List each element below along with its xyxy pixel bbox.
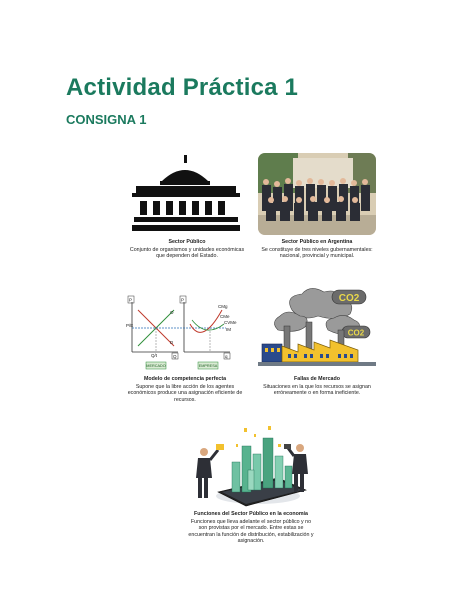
card-sector-publico-caption: [128, 239, 246, 260]
curve-label: D: [170, 340, 174, 345]
curve-label: CMg: [218, 304, 228, 309]
axis-label: Q: [173, 354, 177, 359]
axis-label: q: [225, 354, 228, 359]
curve-label: O: [170, 310, 174, 315]
group-photo-image: [258, 153, 376, 235]
card-competencia-perfecta-caption: [126, 376, 244, 403]
graph-badge: EMPRESA: [198, 364, 218, 369]
cloud-label: CO2: [347, 328, 365, 338]
card-title: Funciones del Sector Público en la economía: [194, 511, 308, 517]
public-sector-functions-image: [188, 426, 316, 508]
curve-label: Q/t: [151, 353, 158, 358]
axis-label: P: [181, 297, 185, 303]
card-funciones-caption: [186, 511, 316, 545]
government-building-icon: [132, 155, 240, 233]
curve-label: P/E: [126, 323, 134, 328]
curve-label: IM: [226, 327, 231, 332]
axis-label: P: [129, 297, 133, 303]
cloud-label: CO2: [338, 293, 360, 304]
page-subtitle: CONSIGNA 1: [66, 112, 147, 127]
curve-label: CMe: [220, 314, 230, 319]
card-sector-publico-argentina-caption: [253, 239, 381, 260]
page-title: Actividad Práctica 1: [66, 74, 299, 101]
card-fallas-mercado-caption: [256, 376, 378, 397]
card-description: Se constituye de tres niveles gubernamentales: nacional, provincial y municipal.: [261, 246, 373, 260]
card-description: Conjunto de organismos y unidades económicas que dependen del Estado.: [129, 246, 245, 260]
card-description: Supone que la libre acción de los agentes económicos produce una asignación eficiente de recursos.: [127, 383, 243, 403]
card-title: Sector Público en Argentina: [281, 239, 353, 245]
card-title: Sector Público: [168, 239, 206, 245]
curve-label: CVMe: [224, 320, 237, 325]
card-description: Situaciones en la que los recursos se asignan erróneamente o en forma ineficiente.: [263, 383, 371, 397]
graph-badge: MERCADO: [146, 364, 166, 369]
card-title: Modelo de competencia perfecta: [143, 376, 227, 382]
factory-pollution-image: [258, 286, 376, 372]
businessman-left-icon: [196, 444, 224, 498]
card-description: Funciones que lleva adelante el sector público y no son provistas por el mercado. Entre estas se encuentran la función de distribución, estabilización y asignación.: [188, 518, 314, 545]
card-title: Fallas de Mercado: [294, 376, 340, 382]
perfect-competition-graph: [126, 294, 238, 372]
